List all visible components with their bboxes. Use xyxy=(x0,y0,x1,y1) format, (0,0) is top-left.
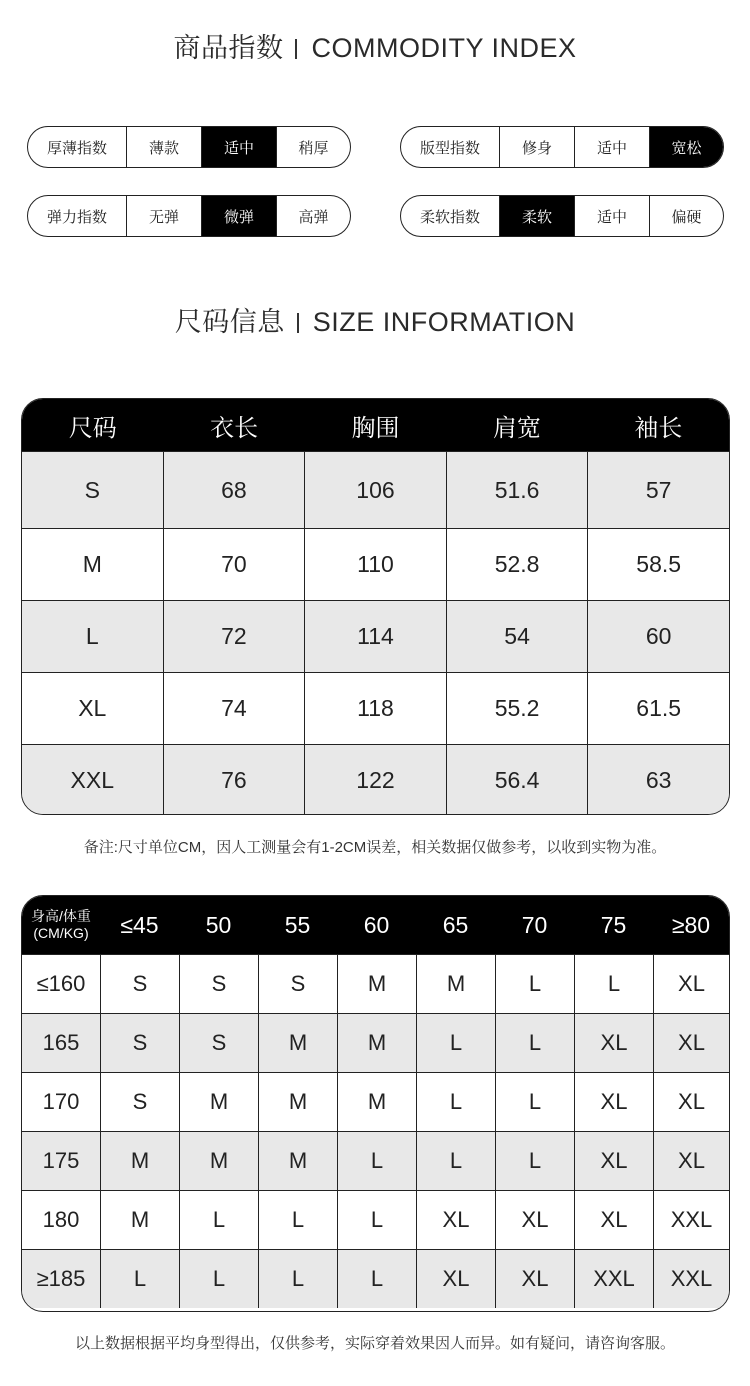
rec-table-header xyxy=(22,896,729,954)
weight-header-cell: ≥80 xyxy=(671,911,711,938)
weight-header-cell: 75 xyxy=(600,911,627,938)
height-cell: ≥185 xyxy=(36,1266,86,1291)
size-table-cell: M xyxy=(82,551,102,577)
size-table-cell: XXL xyxy=(70,767,115,793)
index-option: 高弹 xyxy=(276,196,350,236)
recommended-size-cell: M xyxy=(258,1132,337,1190)
corner-unit: (CM/KG) xyxy=(33,925,89,941)
recommended-size-cell: S xyxy=(100,955,179,1013)
recommended-size-cell: XXL xyxy=(574,1250,653,1308)
index-option-selected: 宽松 xyxy=(649,127,723,167)
recommended-size-cell: XL xyxy=(495,1250,574,1308)
recommended-size-cell: S xyxy=(100,1014,179,1072)
size-table-cell: S xyxy=(84,476,100,503)
recommended-size-cell: M xyxy=(337,955,416,1013)
height-cell: 165 xyxy=(42,1030,80,1055)
weight-header-cell: 55 xyxy=(284,911,311,938)
height-cell: 175 xyxy=(42,1148,80,1173)
recommended-size-cell: L xyxy=(179,1250,258,1308)
recommended-size-cell: M xyxy=(337,1014,416,1072)
recommended-size-cell: XL xyxy=(653,1132,729,1190)
rec-table-row xyxy=(22,1013,729,1072)
size-table-cell: 60 xyxy=(587,601,729,672)
weight-header-cell: 50 xyxy=(205,911,232,938)
recommended-size-cell: L xyxy=(258,1250,337,1308)
softness-index xyxy=(400,195,724,237)
size-recommendation-table xyxy=(21,895,730,1312)
size-table-row xyxy=(22,672,729,744)
size-table-cell: 70 xyxy=(163,529,305,600)
recommended-size-cell: S xyxy=(179,955,258,1013)
recommended-size-cell: XL xyxy=(574,1191,653,1249)
index-option-selected: 微弹 xyxy=(201,196,276,236)
recommended-size-cell: XL xyxy=(416,1250,495,1308)
index-label: 厚薄指数 xyxy=(46,139,107,157)
recommended-size-cell: XL xyxy=(574,1014,653,1072)
recommended-size-cell: XL xyxy=(653,955,729,1013)
size-table-row xyxy=(22,600,729,672)
recommended-size-cell: L xyxy=(495,955,574,1013)
title-divider xyxy=(297,313,299,333)
recommended-size-cell: L xyxy=(416,1132,495,1190)
recommended-size-cell: S xyxy=(258,955,337,1013)
recommended-size-cell: L xyxy=(337,1191,416,1249)
title-divider xyxy=(295,39,297,59)
recommended-size-cell: L xyxy=(100,1250,179,1308)
recommended-size-cell: L xyxy=(495,1014,574,1072)
size-table-cell: 51.6 xyxy=(446,452,588,528)
recommended-size-cell: XXL xyxy=(653,1250,729,1308)
size-table-cell: XL xyxy=(78,695,107,721)
recommended-size-cell: M xyxy=(179,1132,258,1190)
rec-table-row xyxy=(22,1131,729,1190)
size-table-cell: 76 xyxy=(163,745,305,815)
size-table-row xyxy=(22,528,729,600)
size-table-cell: L xyxy=(85,623,99,649)
size-table-row xyxy=(22,451,729,528)
height-cell: 170 xyxy=(42,1089,80,1114)
recommended-size-cell: M xyxy=(179,1073,258,1131)
recommended-size-cell: M xyxy=(258,1014,337,1072)
size-table-cell: 52.8 xyxy=(446,529,588,600)
size-table-cell: 118 xyxy=(304,673,446,744)
recommended-size-cell: L xyxy=(495,1073,574,1131)
recommendation-note: 以上数据根据平均身型得出，仅供参考，实际穿着效果因人而异。如有疑问，请咨询客服。 xyxy=(74,1335,675,1352)
recommended-size-cell: M xyxy=(100,1191,179,1249)
corner-label: 身高/体重 xyxy=(31,908,91,924)
size-information-title xyxy=(0,300,750,339)
index-option-selected: 适中 xyxy=(201,127,276,167)
recommended-size-cell: M xyxy=(416,955,495,1013)
size-table-cell: 122 xyxy=(304,745,446,815)
weight-header-cell: 70 xyxy=(521,911,548,938)
size-table-cell: 58.5 xyxy=(587,529,729,600)
size-table-cell: 106 xyxy=(304,452,446,528)
size-header-cell: 尺码 xyxy=(68,414,117,442)
recommended-size-cell: S xyxy=(179,1014,258,1072)
recommended-size-cell: XL xyxy=(574,1132,653,1190)
index-option: 适中 xyxy=(574,127,649,167)
recommended-size-cell: XL xyxy=(416,1191,495,1249)
weight-header-cell: ≤45 xyxy=(120,911,159,938)
commodity-index-title xyxy=(0,26,750,65)
thickness-index xyxy=(27,126,351,168)
size-table xyxy=(21,398,730,815)
recommended-size-cell: S xyxy=(100,1073,179,1131)
size-table-row xyxy=(22,744,729,815)
recommended-size-cell: M xyxy=(337,1073,416,1131)
size-table-cell: 54 xyxy=(446,601,588,672)
index-option-selected: 柔软 xyxy=(499,196,574,236)
size-table-header xyxy=(22,399,729,451)
size-table-cell: 74 xyxy=(163,673,305,744)
height-weight-corner xyxy=(22,896,100,954)
recommended-size-cell: XXL xyxy=(653,1191,729,1249)
size-table-cell: 63 xyxy=(587,745,729,815)
index-option: 适中 xyxy=(574,196,649,236)
recommended-size-cell: XL xyxy=(653,1073,729,1131)
index-option: 偏硬 xyxy=(649,196,723,236)
weight-header-cell: 60 xyxy=(363,911,390,938)
size-header-cell: 肩宽 xyxy=(492,414,541,442)
size-header-cell: 袖长 xyxy=(634,414,683,442)
recommended-size-cell: L xyxy=(179,1191,258,1249)
recommended-size-cell: L xyxy=(416,1014,495,1072)
size-header-cell: 胸围 xyxy=(351,414,400,442)
index-label: 弹力指数 xyxy=(46,208,107,226)
size-title-cn: 尺码信息 xyxy=(174,307,285,337)
size-table-cell: 56.4 xyxy=(446,745,588,815)
size-header-cell: 衣长 xyxy=(210,414,259,442)
index-option: 薄款 xyxy=(126,127,201,167)
commodity-title-en: COMMODITY INDEX xyxy=(311,33,577,63)
size-table-cell: 68 xyxy=(163,452,305,528)
size-table-cell: 55.2 xyxy=(446,673,588,744)
size-table-cell: 114 xyxy=(304,601,446,672)
index-option: 无弹 xyxy=(126,196,201,236)
height-cell: 180 xyxy=(42,1207,80,1232)
weight-header-cell: 65 xyxy=(442,911,469,938)
size-table-cell: 110 xyxy=(304,529,446,600)
size-note: 备注:尺寸单位CM，因人工测量会有1-2CM误差，相关数据仅做参考，以收到实物为准。 xyxy=(83,839,667,856)
recommended-size-cell: XL xyxy=(574,1073,653,1131)
rec-table-row xyxy=(22,1072,729,1131)
elasticity-index xyxy=(27,195,351,237)
recommended-size-cell: L xyxy=(495,1132,574,1190)
height-cell: ≤160 xyxy=(36,971,86,996)
recommended-size-cell: M xyxy=(258,1073,337,1131)
recommended-size-cell: XL xyxy=(495,1191,574,1249)
index-option: 修身 xyxy=(499,127,574,167)
rec-table-row xyxy=(22,1190,729,1249)
fit-index xyxy=(400,126,724,168)
recommended-size-cell: XL xyxy=(653,1014,729,1072)
size-title-en: SIZE INFORMATION xyxy=(312,307,576,337)
recommended-size-cell: L xyxy=(337,1250,416,1308)
rec-table-row xyxy=(22,954,729,1013)
recommended-size-cell: L xyxy=(574,955,653,1013)
size-table-cell: 72 xyxy=(163,601,305,672)
size-table-cell: 57 xyxy=(587,452,729,528)
rec-table-row xyxy=(22,1249,729,1308)
index-option: 稍厚 xyxy=(276,127,350,167)
recommended-size-cell: L xyxy=(258,1191,337,1249)
commodity-title-cn: 商品指数 xyxy=(173,33,284,63)
recommended-size-cell: L xyxy=(337,1132,416,1190)
recommended-size-cell: L xyxy=(416,1073,495,1131)
recommended-size-cell: M xyxy=(100,1132,179,1190)
index-label: 柔软指数 xyxy=(419,208,480,226)
index-label: 版型指数 xyxy=(419,139,480,157)
size-table-cell: 61.5 xyxy=(587,673,729,744)
